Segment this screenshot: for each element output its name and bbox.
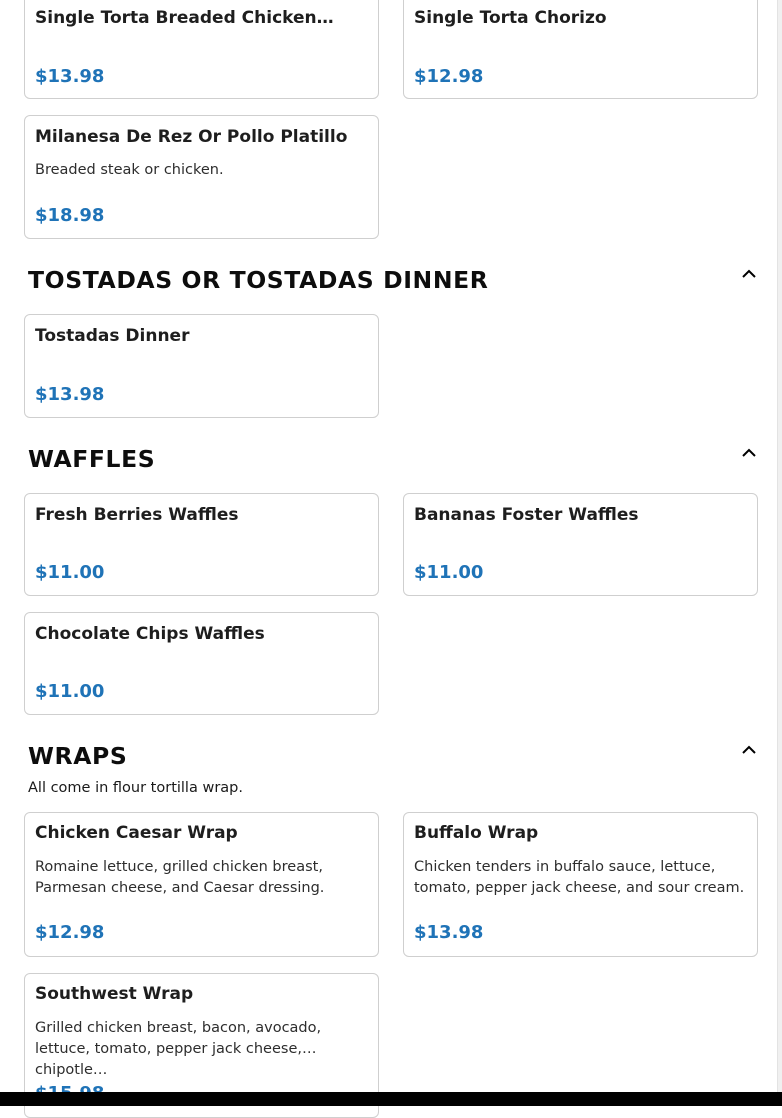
menu-item-card[interactable] [24,493,379,596]
item-price: $12.98 [35,922,105,943]
item-description: Breaded steak or chicken. [35,162,224,178]
section-title-waffles: WAFFLES [28,445,156,473]
item-price: $11.00 [35,681,105,702]
item-name: Chicken Caesar Wrap [35,823,238,843]
section-title-wraps: WRAPS [28,742,128,770]
menu-item-card[interactable] [24,812,379,957]
menu-item-card[interactable] [403,0,758,99]
scrollbar[interactable] [777,0,782,1092]
item-price: $11.00 [414,562,484,583]
item-name: Chocolate Chips Waffles [35,624,265,644]
item-description: Chicken tenders in buffalo sauce, lettuce, tomato, pepper jack cheese, and sour cream. [414,859,745,896]
item-name: Milanesa De Rez Or Pollo Platillo [35,127,348,147]
section-title-tostadas: TOSTADAS OR TOSTADAS DINNER [28,266,489,294]
bottom-bar [0,1092,782,1106]
item-description: Grilled chicken breast, bacon, avocado, lettuce, tomato, pepper jack cheese, chipotle… [35,1020,322,1078]
item-name: Single Torta Breaded Chicken… [35,8,334,28]
chevron-up-icon[interactable] [741,446,757,458]
item-name: Buffalo Wrap [414,823,539,843]
chevron-up-icon[interactable] [741,743,757,755]
menu-item-card[interactable] [24,314,379,418]
item-name: Tostadas Dinner [35,326,190,346]
menu-item-card[interactable] [24,115,379,239]
menu-item-card[interactable] [24,612,379,715]
item-name: Single Torta Chorizo [414,8,607,28]
item-name: Bananas Foster Waffles [414,505,639,525]
menu-item-card[interactable] [403,812,758,957]
item-name: Southwest Wrap [35,984,194,1004]
item-description: Romaine lettuce, grilled chicken breast, Parmesan cheese, and Caesar dressing. [35,859,325,896]
item-price: $13.98 [414,922,484,943]
menu-item-card[interactable] [403,493,758,596]
item-price: $13.98 [35,66,105,87]
item-price: $13.98 [35,384,105,405]
item-name: Fresh Berries Waffles [35,505,239,525]
item-price: $11.00 [35,562,105,583]
item-price: $12.98 [414,66,484,87]
item-price: $18.98 [35,205,105,226]
section-note-wraps: All come in flour tortilla wrap. [28,780,243,796]
chevron-up-icon[interactable] [741,267,757,279]
menu-item-card[interactable] [24,0,379,99]
